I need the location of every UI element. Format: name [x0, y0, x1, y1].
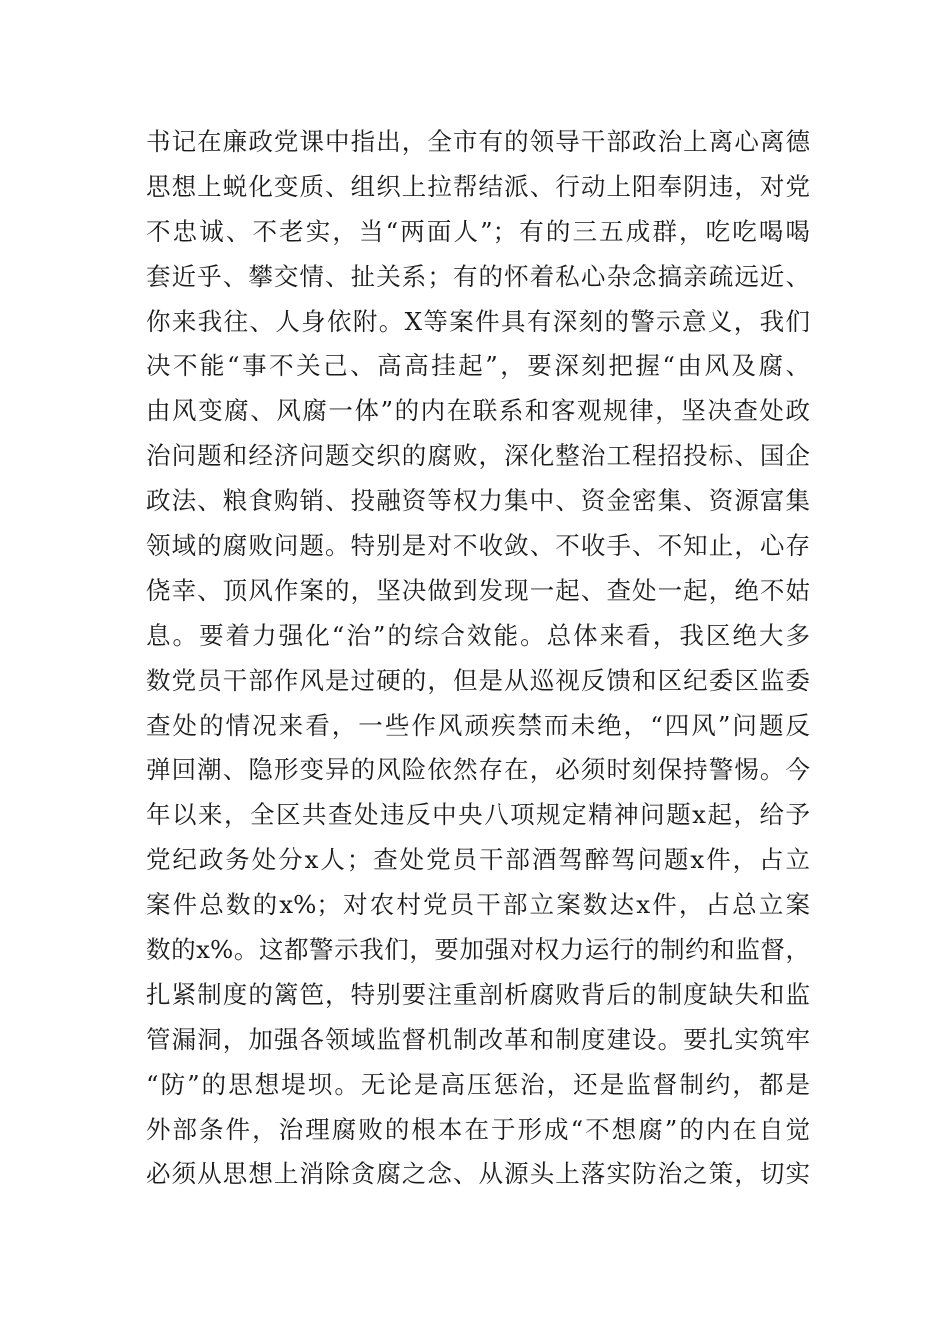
text-line: 必须从思想上消除贪腐之念、从源头上落实防治之策，切实: [146, 1159, 810, 1189]
text-line: 数党员干部作风是过硬的，但是从巡视反馈和区纪委区监委: [146, 665, 810, 695]
text-line: 由风变腐、风腐一体”的内在联系和客观规律，坚决查处政: [146, 396, 810, 426]
text-line: 治问题和经济问题交织的腐败，深化整治工程招投标、国企: [146, 441, 810, 471]
text-line: 不忠诚、不老实，当“两面人”；有的三五成群，吃吃喝喝: [146, 216, 810, 246]
text-line: 年以来，全区共查处违反中央八项规定精神问题x起，给予: [146, 800, 810, 830]
text-line: 你来我往、人身依附。X等案件具有深刻的警示意义，我们: [146, 306, 810, 336]
text-line: 查处的情况来看，一些作风顽疾禁而未绝，“四风”问题反: [146, 710, 810, 740]
text-line: 书记在廉政党课中指出，全市有的领导干部政治上离心离德: [146, 127, 810, 156]
text-line: 套近乎、攀交情、扯关系；有的怀着私心杂念搞亲疏远近、: [146, 261, 810, 291]
text-line: 决不能“事不关己、高高挂起”，要深刻把握“由风及腐、: [146, 351, 810, 381]
text-line: 侥幸、顶风作案的，坚决做到发现一起、查处一起，绝不姑: [146, 575, 810, 605]
text-line: 外部条件，治理腐败的根本在于形成“不想腐”的内在自觉: [146, 1114, 810, 1144]
text-line: 弹回潮、隐形变异的风险依然存在，必须时刻保持警惕。今: [146, 755, 810, 785]
text-line: 思想上蜕化变质、组织上拉帮结派、行动上阳奉阴违，对党: [146, 171, 810, 201]
text-line: 案件总数的x%；对农村党员干部立案数达x件，占总立案: [146, 890, 810, 920]
text-line: 政法、粮食购销、投融资等权力集中、资金密集、资源富集: [146, 486, 810, 516]
text-line: 党纪政务处分x人；查处党员干部酒驾醉驾问题x件，占立: [146, 845, 810, 875]
text-line: 扎紧制度的篱笆，特别要注重剖析腐败背后的制度缺失和监: [146, 979, 810, 1009]
text-line: 息。要着力强化“治”的综合效能。总体来看，我区绝大多: [146, 620, 810, 650]
text-line: 数的x%。这都警示我们，要加强对权力运行的制约和监督，: [146, 935, 810, 965]
text-line: 领域的腐败问题。特别是对不收敛、不收手、不知止，心存: [146, 531, 810, 561]
text-line: 管漏洞，加强各领域监督机制改革和制度建设。要扎实筑牢: [146, 1024, 810, 1054]
text-line: “防”的思想堤坝。无论是高压惩治，还是监督制约，都是: [146, 1069, 810, 1099]
body-paragraph: [146, 120, 810, 1197]
